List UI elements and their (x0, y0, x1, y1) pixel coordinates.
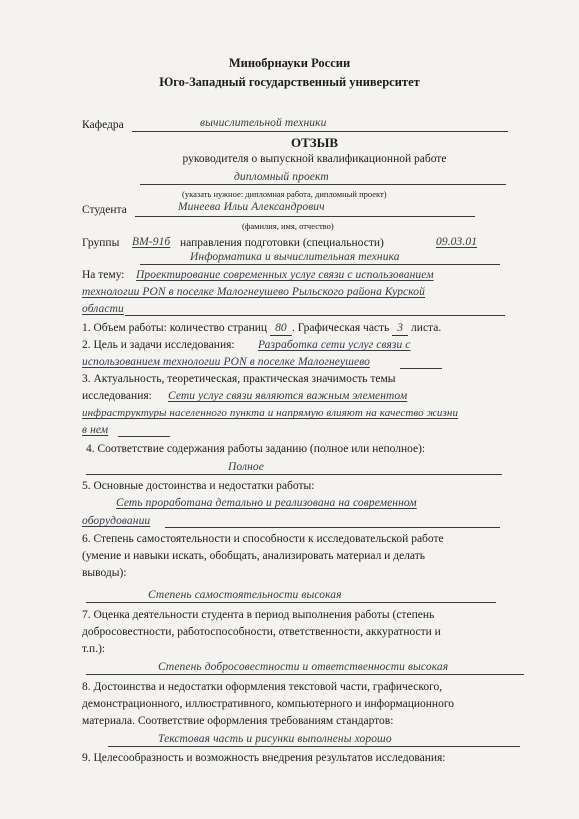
work-type-line (140, 184, 506, 185)
item-7-line-3: т.п.): (82, 643, 106, 655)
item-6-line (86, 602, 496, 603)
document-title: ОТЗЫВ (290, 135, 339, 150)
item-1 (82, 321, 441, 336)
student-label: Студента (82, 204, 127, 216)
item-7-line-1: 7. Оценка деятельности студента в период выполнения работы (степень (82, 609, 435, 621)
direction-line (140, 264, 500, 265)
item-9-line-1: 9. Целесообразность и возможность внедрения результатов исследования: (82, 752, 446, 764)
item-8-line-2: демонстрационного, иллюстративного, компьютерного и информационного (82, 698, 455, 710)
document-subtitle: руководителя о выпускной квалификационной работе (182, 153, 447, 165)
topic-label: На тему: (82, 269, 125, 281)
university-title: Юго-Западный государственный университет (159, 75, 420, 89)
direction-code: 09.03.01 (436, 236, 478, 248)
item-1-prefix: 1. Объем работы: количество страниц (82, 322, 268, 334)
item-8-value: Текстовая часть и рисунки выполнены хорошо (158, 733, 392, 745)
item-3-rule (118, 436, 170, 437)
kafedra-label: Кафедра (82, 119, 124, 131)
item-3-value-b: инфраструктуры населенного пункта и напрямую влияют на качество жизни (82, 407, 459, 419)
student-value: Минеева Ильи Александрович (178, 201, 325, 213)
topic-line-1: Проектирование современных услуг связи с использованием (136, 269, 434, 281)
item-3-line-1: 3. Актуальность, теоретическая, практическая значимость темы (82, 373, 396, 385)
item-6-value: Степень самостоятельности высокая (148, 589, 342, 601)
item-3-value-c: в нем (82, 424, 109, 436)
item-8-line-1: 8. Достоинства и недостатки оформления текстовой части, графического, (82, 681, 443, 693)
item-2-rule (400, 368, 442, 369)
item-2-value-b: использованием технологии PON в поселке Малогнеушево (82, 356, 370, 368)
group-label: Группы (82, 237, 120, 249)
item-6-line-3: выводы): (82, 567, 127, 579)
item-3-prefix: исследования: (82, 390, 152, 402)
item-7-line (86, 674, 524, 675)
direction-label: направления подготовки (специальности) (180, 237, 384, 249)
topic-line-3: области (82, 303, 124, 315)
item-8-line-3: материала. Соответствие оформления требованиям стандартов: (82, 715, 394, 727)
item-6-line-1: 6. Степень самостоятельности и способности к исследовательской работе (82, 533, 444, 545)
item-7-line-2: добросовестности, работоспособности, ответственности, аккуратности и (82, 626, 441, 638)
topic-line-2: технологии PON в поселке Малогнеушево Рыльского района Курской (82, 286, 426, 298)
ministry-title: Минобрнауки России (228, 56, 351, 70)
student-line (135, 216, 475, 217)
item-5-label: 5. Основные достоинства и недостатки работы: (82, 480, 315, 492)
kafedra-line (132, 131, 508, 132)
item-7-value: Степень добросовестности и ответственности высокая (158, 661, 449, 673)
item-1-suffix: листа. (411, 322, 442, 334)
item-2-prefix: 2. Цель и задачи исследования: (82, 339, 235, 351)
work-type-value: дипломный проект (234, 171, 329, 183)
item-1-mid: . Графическая часть (291, 322, 390, 334)
item-4-label: 4. Соответствие содержания работы заданию (полное или неполное): (86, 443, 426, 455)
work-type-hint: (указать нужное: дипломная работа, дипломный проект) (182, 189, 387, 199)
direction-name: Информатика и вычислительная техника (190, 251, 400, 263)
item-4-line (86, 474, 502, 475)
item-5-value-b: оборудовании (82, 515, 151, 527)
item-5-rule (165, 527, 500, 528)
item-6-line-2: (умение и навыки искать, обобщать, анализировать материал и делать (82, 550, 425, 562)
item-1-pages: 80 (270, 321, 292, 336)
item-3-value-a: Сети услуг связи являются важным элементом (168, 390, 408, 402)
kafedra-value: вычислительной техники (200, 117, 327, 129)
item-4-value: Полное (228, 461, 264, 473)
item-5-value-a: Сеть проработана детально и реализована на современном (116, 497, 417, 509)
item-1-sheets: 3 (392, 321, 408, 336)
student-hint: (фамилия, имя, отчество) (242, 221, 334, 231)
group-value: ВМ-91б (132, 236, 171, 248)
item-8-line (108, 746, 520, 747)
topic-line-3-rule (125, 315, 505, 316)
item-2-value-a: Разработка сети услуг связи с (258, 339, 411, 351)
